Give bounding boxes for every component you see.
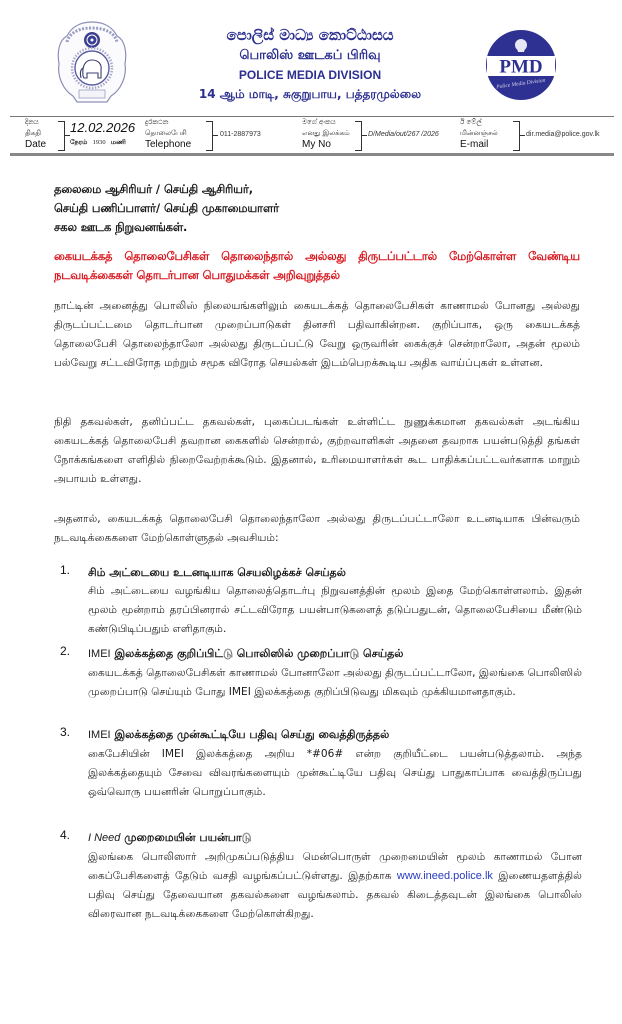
date-label-sinhala: දිනය — [25, 118, 39, 126]
step-number: 4. — [60, 828, 71, 842]
step-title — [88, 644, 582, 664]
email-label-tamil: மின்னஞ்சல் — [460, 129, 498, 137]
telephone-label-english: Telephone — [145, 139, 192, 150]
date-label-english: Date — [25, 139, 47, 150]
bracket-divider — [58, 121, 65, 151]
body-paragraph: நிதி தகவல்கள், தனிப்பட்ட தகவல்கள், புகைப்படங்கள் உள்ளிட்ட நுணுக்கமான தகவல்கள் அடங்கிய கையடக்கத் தொலைபேசி தவறான கைகளில் சென்றால், குற்றவாளிகள் அதனை தவறாக பயன்படுத்தி தங்கள் நோக்கங்களை எளிதில் நிறைவேற்றக்கூடும். இதனால், உரிமையாளர்கள் கூட பாதிக்கப்பட்டவர்களாக மாறும் அபாயம் உள்ளது. — [54, 416, 580, 485]
step-title-text: இலக்கத்தை முன்கூட்டியே பதிவு செய்து வைத்திருத்தல் — [114, 728, 390, 741]
pmd-logo-icon — [484, 28, 558, 102]
time-label: நேரம் — [70, 138, 88, 146]
body-paragraph: அதனால், கையடக்கத் தொலைபேசி தொலைந்தாலோ அல்லது திருடப்பட்டாலோ உடனடியாக பின்வரும் நடவடிக்கைகளை மேற்கொள்ளுதல் அவசியம்: — [54, 513, 580, 544]
date-value: 12.02.2026 — [70, 120, 136, 135]
step-item — [60, 563, 582, 639]
org-address: 14 ஆம் மாடி, சுகுறுபாய, பத்தரமுல்லை — [198, 87, 422, 101]
org-name-tamil: பொலிஸ் ஊடகப் பிரிவு — [239, 48, 381, 63]
email-label-english: E-mail — [460, 139, 489, 150]
telephone-value: 011-2887973 — [220, 131, 261, 138]
pmd-logo-text: PMD — [499, 56, 543, 78]
step-number: 1. — [60, 563, 71, 577]
step-title-prefix: I Need — [88, 832, 121, 844]
step-body-text: இணையதளத்தில் பதிவு செய்து தேவையான தகவல்களை வழங்கலாம். தகவல் கிடைத்தவுடன் இலங்கை பொலிஸ் விரைவான நடவடிக்கைகளை மேற்கொள்கிறது. — [88, 870, 582, 920]
addressee-line: தலைமை ஆசிரியர் / செய்தி ஆசிரியர், — [54, 183, 254, 196]
addressee-line: சகல ஊடக நிறுவனங்கள். — [54, 221, 188, 234]
step-body: கைபேசியின் IMEI இலக்கத்தை அறிய *#06# என்ற குறியீட்டை பயன்படுத்தலாம். அந்த இலக்கத்தையும் சேவை விவரங்களையும் முன்கூட்டியே பதிவு செய்து பாதுகாப்பாக வைத்திருப்பது ஒவ்வொரு பயனரின் பொறுப்பாகும். — [88, 748, 582, 798]
org-name-english: POLICE MEDIA DIVISION — [238, 68, 382, 82]
step-title-text: இலக்கத்தை குறிப்பிட்டு பொலிஸில் முறைப்பாடு செய்தல் — [114, 647, 404, 660]
addressee-line: செய்தி பணிப்பாளர்/ செய்தி முகாமையாளர் — [54, 202, 280, 215]
reference-number-value: D/Media/out/267 /2026 — [368, 131, 439, 138]
step-title-prefix: IMEI — [88, 648, 111, 660]
ineed-website-link[interactable]: www.ineed.police.lk — [396, 870, 493, 882]
my-no-label-sinhala: මගේ අංකය — [302, 118, 336, 126]
step-title-text: முறைமையின் பயன்பாடு — [124, 831, 252, 844]
reference-info-bar — [10, 116, 614, 156]
time-value: 1930 — [92, 139, 106, 146]
email-label-sinhala: ඊ මේල් — [460, 118, 482, 126]
bracket-divider — [513, 121, 520, 151]
police-emblem-icon — [55, 18, 129, 106]
addressee-block — [54, 180, 580, 237]
pmd-logo-subtext: Police Media Division — [495, 77, 546, 91]
step-number: 2. — [60, 644, 71, 658]
letterhead-titles — [150, 24, 470, 104]
letterhead — [0, 0, 622, 110]
bracket-divider — [355, 121, 362, 151]
step-body-text: இலங்கை பொலிஸார் அறிமுகப்படுத்திய மென்பொருள் முறைமையின் மூலம் காணாமல் போன கைப்பேசிகளைத் தேடும் வசதி வழங்கப்பட்டுள்ளது. இதற்காக — [88, 851, 582, 882]
my-no-label-english: My No — [302, 139, 331, 150]
step-title: சிம் அட்டையை உடனடியாக செயலிழக்கச் செய்தல் — [88, 566, 346, 579]
org-name-sinhala: පොලිස් මාධ්‍ය කොට්ඨාසය — [226, 26, 394, 44]
step-body: கையடக்கத் தொலைபேசிகள் காணாமல் போனாலோ அல்லது திருடப்பட்டாலோ, இலங்கை பொலிஸில் முறைப்பாடு செய்யும் போது IMEI இலக்கத்தை குறிப்பிடுவது மிகவும் முக்கியமானதாகும். — [88, 667, 582, 698]
bracket-divider — [206, 121, 213, 151]
telephone-label-tamil: தொலைபேசி — [145, 129, 187, 137]
step-body: சிம் அட்டையை வழங்கிய தொலைத்தொடர்பு நிறுவனத்தின் மூலம் இதை மேற்கொள்ளலாம். இதன் மூலம் மூன்றாம் தரப்பினரால் சட்டவிரோத பயன்பாடுகளைத் தடுப்பதுடன், தொலைபேசியை மீண்டும் கண்டுபிடிப்பதும் எளிதாகும். — [88, 585, 582, 635]
my-no-label-tamil: எனது இலக்கம் — [302, 129, 350, 137]
date-label-tamil: திகதி — [25, 129, 41, 137]
email-value: dir.media@police.gov.lk — [526, 131, 600, 138]
body-paragraph: நாட்டின் அனைத்து பொலிஸ் நிலையங்களிலும் கையடக்கத் தொலைபேசிகள் காணாமல் போனது அல்லது திருடப்பட்டமை தொடர்பான முறைப்பாடுகள் தினசரி பதிவாகின்றன. குறிப்பாக, ஒரு கையடக்கத் தொலைபேசி தொலைந்தாலோ அல்லது திருடப்பட்டு வேறு ஒருவரின் கைக்குச் சென்றாலோ, அதன் மூலம் பல்வேறு சட்டவிரோத மற்றும் சமூக விரோத செயல்கள் இடம்பெறக்கூடிய அதிக வாய்ப்புகள் உள்ளன. — [54, 300, 580, 369]
telephone-label-group — [145, 117, 215, 153]
step-title — [88, 725, 582, 745]
step-item — [60, 644, 582, 702]
subject-heading: கையடக்கத் தொலைபேசிகள் தொலைந்தால் அல்லது திருடப்பட்டால் மேற்கொள்ள வேண்டிய நடவடிக்கைகள் தொடர்பான பொதுமக்கள் அறிவுறுத்தல் — [54, 250, 580, 282]
step-title — [88, 828, 582, 848]
step-title-prefix: IMEI — [88, 729, 111, 741]
step-number: 3. — [60, 725, 71, 739]
step-body — [88, 848, 582, 924]
step-item — [60, 725, 582, 802]
time-unit: மணி — [110, 138, 126, 146]
step-item — [60, 828, 582, 924]
telephone-label-sinhala: දුරකථන — [145, 118, 169, 126]
